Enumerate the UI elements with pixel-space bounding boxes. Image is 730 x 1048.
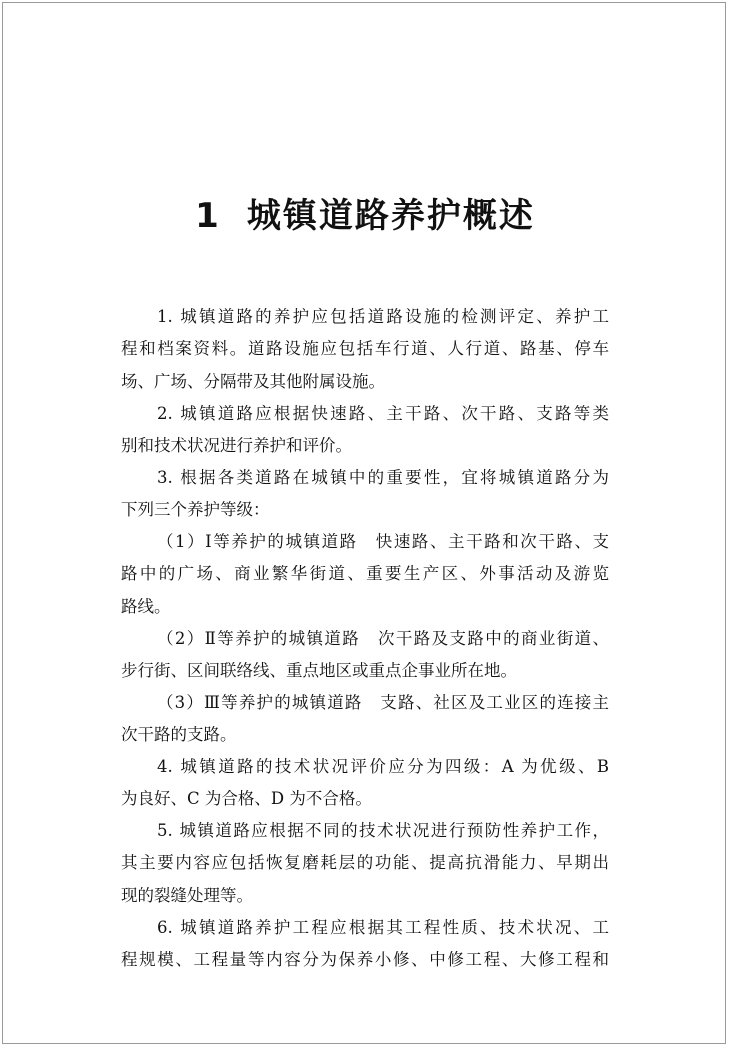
text-line: 5. 城镇道路应根据不同的技术状况进行预防性养护工作， <box>157 821 609 840</box>
text-line: （1）Ⅰ等养护的城镇道路 快速路、主干路和次干路、支 <box>157 532 609 551</box>
text-line: 下列三个养护等级： <box>121 500 270 520</box>
text-line: 其主要内容应包括恢复磨耗层的功能、提高抗滑能力、早期出 <box>121 853 609 873</box>
text-line: 现的裂缝处理等。 <box>121 885 253 905</box>
paragraph-6 <box>121 687 609 752</box>
paragraph-3 <box>121 462 609 527</box>
text-line: 6. 城镇道路养护工程应根据其工程性质、技术状况、工 <box>157 918 609 937</box>
paragraph-2 <box>121 398 609 463</box>
text-line: 步行街、区间联络线、重点地区或重点企事业所在地。 <box>121 661 517 681</box>
text-line: 别和技术状况进行养护和评价。 <box>121 436 352 456</box>
text-line: 路线。 <box>121 596 171 616</box>
paragraph-5 <box>121 623 609 688</box>
text-line: 1. 城镇道路的养护应包括道路设施的检测评定、养护工 <box>157 307 609 326</box>
chapter-number: 1 <box>195 196 221 236</box>
text-line: 4. 城镇道路的技术状况评价应分为四级：A 为优级、B <box>157 757 609 776</box>
text-line: 次干路的支路。 <box>121 725 237 745</box>
text-line: （3）Ⅲ等养护的城镇道路 支路、社区及工业区的连接主 <box>157 693 609 712</box>
text-line: （2）Ⅱ等养护的城镇道路 次干路及支路中的商业街道、 <box>157 629 609 648</box>
chapter-title-text: 城镇道路养护概述 <box>246 196 535 236</box>
text-line: 路中的广场、商业繁华街道、重要生产区、外事活动及游览 <box>121 564 609 584</box>
text-line: 程规模、工程量等内容分为保养小修、中修工程、大修工程和 <box>121 950 609 970</box>
text-line: 为良好、C 为合格、D 为不合格。 <box>121 789 372 809</box>
paragraph-9 <box>121 912 609 977</box>
text-line: 场、广场、分隔带及其他附属设施。 <box>121 371 385 391</box>
paragraph-7 <box>121 751 609 816</box>
text-line: 程和档案资料。道路设施应包括车行道、人行道、路基、停车 <box>121 339 609 359</box>
paragraph-4 <box>121 526 609 623</box>
chapter-title <box>0 193 730 239</box>
text-line: 3. 根据各类道路在城镇中的重要性，宜将城镇道路分为 <box>157 468 609 487</box>
paragraph-8 <box>121 815 609 912</box>
paragraph-1 <box>121 301 609 398</box>
text-line: 2. 城镇道路应根据快速路、主干路、次干路、支路等类 <box>157 404 609 423</box>
